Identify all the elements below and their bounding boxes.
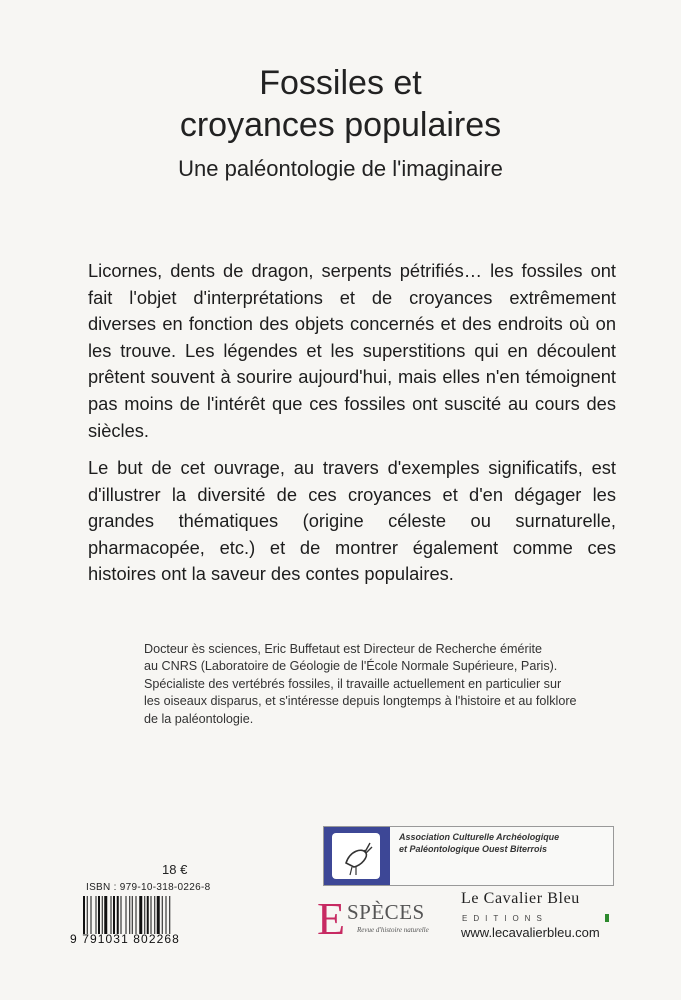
publisher-editions: EDITIONS: [462, 914, 548, 923]
barcode-bar: [91, 896, 92, 934]
bio-line: de la paléontologie.: [144, 711, 254, 726]
barcode-bar: [157, 896, 160, 934]
barcode-digits: 9 791031 802268: [70, 932, 180, 946]
barcode-bar: [132, 896, 133, 934]
author-bio: [144, 641, 634, 728]
barcode-bar: [169, 896, 170, 934]
price: 18 €: [162, 862, 188, 877]
title-line-1: Fossiles et: [259, 64, 422, 102]
bio-line: les oiseaux disparus, et s'intéresse depuis longtemps à l'histoire et au folklore: [144, 694, 577, 709]
barcode-bar: [111, 896, 112, 934]
bird-fossil-icon: [332, 833, 380, 879]
barcode-bar: [117, 896, 119, 934]
bio-line: au CNRS (Laboratoire de Géologie de l'École Normale Supérieure, Paris).: [144, 659, 558, 674]
publisher-mark-icon: [605, 914, 609, 922]
association-logo: [324, 827, 390, 885]
barcode-bar: [166, 896, 167, 934]
barcode-bar: [102, 896, 103, 934]
barcode-bar: [151, 896, 152, 934]
book-title: [0, 62, 681, 146]
association-line-2: et Paléontologique Ouest Biterrois: [399, 844, 548, 854]
especes-logo-e: E: [317, 893, 346, 944]
barcode-bar: [87, 896, 88, 934]
especes-logo: [317, 893, 457, 944]
barcode-bar: [126, 896, 127, 934]
barcode-bar: [129, 896, 130, 934]
association-line-1: Association Culturelle Archéologique: [399, 832, 560, 842]
barcode-bar: [147, 896, 149, 934]
publisher-name: Le Cavalier Bleu: [461, 890, 580, 907]
barcode-bar: [83, 896, 85, 934]
association-name: [399, 831, 559, 855]
barcode-bar: [136, 896, 137, 934]
barcode-bar: [144, 896, 145, 934]
blurb-paragraph-1: Licornes, dents de dragon, serpents pétrifiés… les fossiles ont fait l'objet d'interprétations et de croyances extrêmement diverses en fonction des objets concernés et des endroits où on les trouve. Les légendes et les superstitions qui en découlent prêtent souvent à sourire aujourd'hui, mais elles n'en témoignent pas moins de l'intérêt que ces fossiles ont suscité au cours des siècles.: [88, 260, 616, 441]
barcode-bar: [162, 896, 163, 934]
barcode-bar: [98, 896, 100, 934]
title-line-2: croyances populaires: [179, 106, 502, 144]
isbn: ISBN : 979-10-318-0226-8: [86, 882, 211, 893]
barcode-bar: [96, 896, 97, 934]
association-banner: [323, 826, 614, 886]
bio-line: Spécialiste des vertébrés fossiles, il travaille actuellement en particulier sur: [144, 676, 562, 691]
blurb-paragraph-2: Le but de cet ouvrage, au travers d'exemples significatifs, est d'illustrer la diversité de ces croyances et d'en dégager les grandes thématiques (origine céleste ou surnaturelle, pharmacopée, etc.) et de montrer également comme ces histoires ont la saveur des contes populaires.: [88, 457, 616, 585]
barcode-bar: [113, 896, 115, 934]
bio-line: Docteur ès sciences, Eric Buffetaut est Directeur de Recherche émérite: [144, 642, 543, 656]
barcode-bar: [104, 896, 107, 934]
especes-tagline: Revue d'histoire naturelle: [357, 926, 429, 934]
book-subtitle: Une paléontologie de l'imaginaire: [178, 156, 503, 181]
barcode-bar: [121, 896, 122, 934]
especes-logo-text: SPÈCES: [347, 900, 425, 924]
barcode-bar: [139, 896, 142, 934]
barcode-icon: [83, 896, 201, 934]
publisher-website: www.lecavalierbleu.com: [461, 925, 600, 940]
barcode-bar: [154, 896, 155, 934]
